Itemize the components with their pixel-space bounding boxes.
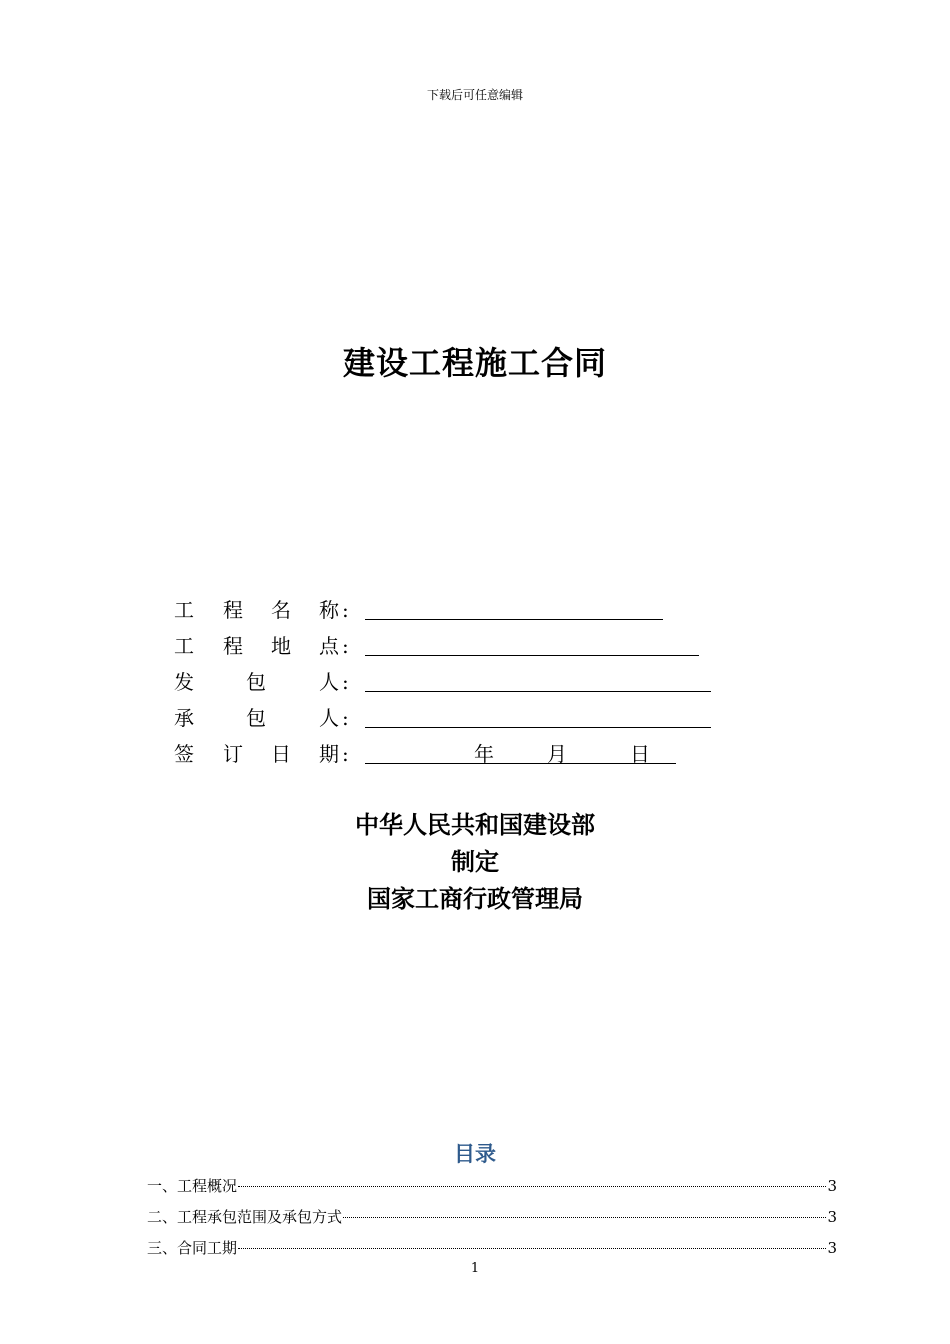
issuer-administration: 国家工商行政管理局 [367,884,583,913]
label-char: 包 [246,670,266,694]
employer-label [174,664,346,700]
header-note: 下载后可任意编辑 [426,88,523,102]
toc-leader [238,1186,826,1187]
contract-title: 建设工程施工合同 [342,344,607,382]
issuer-ministry: 中华人民共和国建设部 [355,810,595,839]
label-char: 名 [271,598,291,622]
label-char: 签 [174,742,194,766]
label-char: 订 [223,742,243,766]
page-number: 1 [470,1261,480,1276]
label-char: 发 [174,670,194,694]
date-year-label: 年 [474,742,494,766]
label-colon: : [342,706,349,730]
toc-leader [238,1248,826,1249]
contractor-row [174,700,734,736]
issuer-formulated: 制定 [451,847,499,876]
label-char: 包 [246,706,266,730]
toc-leader [343,1217,826,1218]
label-colon: : [342,634,349,658]
toc-item-label: 三、合同工期 [147,1239,238,1257]
project-location-field[interactable] [365,655,699,656]
label-char: 程 [223,598,243,622]
label-char: 程 [223,634,243,658]
project-location-row [174,628,734,664]
label-char: 日 [271,742,291,766]
project-name-label [174,592,346,628]
toc-item-label: 一、工程概况 [147,1177,238,1195]
label-char: 点 [319,634,339,658]
date-month-label: 月 [547,742,567,766]
toc-item-page: 3 [827,1239,837,1257]
label-colon: : [342,670,349,694]
toc-item-page: 3 [827,1208,837,1226]
employer-field[interactable] [365,691,711,692]
label-char: 工 [174,598,194,622]
contractor-field[interactable] [365,727,711,728]
project-name-row [174,592,734,628]
toc-item[interactable] [147,1205,837,1236]
toc-item-page: 3 [827,1177,837,1195]
contract-info-form [174,592,734,772]
label-char: 称 [319,598,339,622]
label-char: 地 [271,634,291,658]
date-day-label: 日 [630,742,650,766]
toc-item[interactable] [147,1174,837,1205]
contractor-label [174,700,346,736]
label-colon: : [342,742,349,766]
label-colon: : [342,598,349,622]
label-char: 工 [174,634,194,658]
toc-item-label: 二、工程承包范围及承包方式 [147,1208,343,1226]
project-name-field[interactable] [365,619,663,620]
employer-row [174,664,734,700]
signing-date-label [174,736,346,772]
label-char: 期 [319,742,339,766]
issuing-authorities [0,806,950,917]
table-of-contents [147,1174,837,1267]
label-char: 人 [319,706,339,730]
label-char: 人 [319,670,339,694]
project-location-label [174,628,346,664]
label-char: 承 [174,706,194,730]
toc-title: 目录 [454,1141,496,1166]
signing-date-row [174,736,734,772]
